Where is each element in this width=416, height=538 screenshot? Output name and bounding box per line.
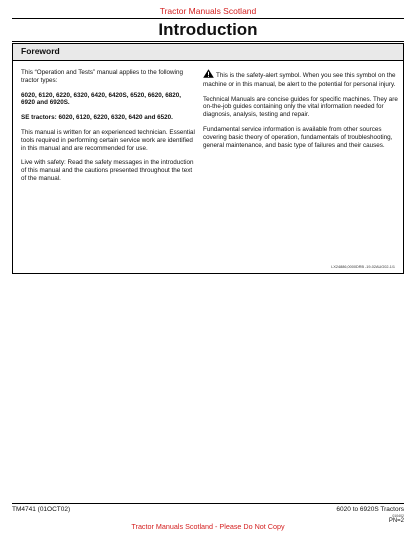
left-column [21,69,196,190]
document-reference: LX24886,0000DRB -19-02AUG02-1/1 [331,265,395,269]
date-code: 010402 [392,514,404,518]
foreword-section [12,43,404,274]
section-header [13,44,403,61]
page-title: Introduction [158,20,258,39]
technical-manuals-paragraph: Technical Manuals are concise guides for specific machines. They are on-the-job guides containing only the vital information needed for diagnosis, analysis, testing and repair. [203,95,398,119]
audience-paragraph: This manual is written for an experienced technician. Essential tools required in performing certain service work are identified in this manual and are recommended for use. [21,128,195,152]
se-tractors-paragraph: SE tractors: 6020, 6120, 6220, 6320, 6420 and 6520. [21,114,173,122]
watermark-bottom: Tractor Manuals Scotland - Please Do Not Copy [131,522,285,531]
tractor-models-paragraph: 6020, 6120, 6220, 6320, 6420, 6420S, 6520, 6620, 6820, 6920 and 6920S. [21,91,182,107]
safety-alert-text: This is the safety-alert symbol. When you see this symbol on the machine or in this manual, be alert to the potential for personal injury. [203,72,396,88]
safety-paragraph: Live with safety: Read the safety messages in the introduction of this manual and the cautions presented throughout the text of the manual. [21,159,194,182]
warning-triangle-icon [203,69,214,81]
page-number: PN=2 [388,518,404,524]
right-column [203,69,398,156]
fundamental-info-paragraph: Fundamental service information is available from other sources covering basic theory of operation, fundamentals of troubleshooting, general maintenance, and basic type of failures and their causes. [203,125,393,149]
manual-id: TM4741 (01OCT02) [12,506,71,513]
title-bar [12,18,404,42]
intro-paragraph: This “Operation and Tests” manual applies to the following tractor types: [21,69,183,84]
section-title: Foreword [21,46,60,56]
model-range: 6020 to 6920S Tractors [336,506,404,513]
footer-divider [12,503,404,504]
watermark-top: Tractor Manuals Scotland [159,6,257,16]
safety-alert-paragraph [203,69,398,89]
